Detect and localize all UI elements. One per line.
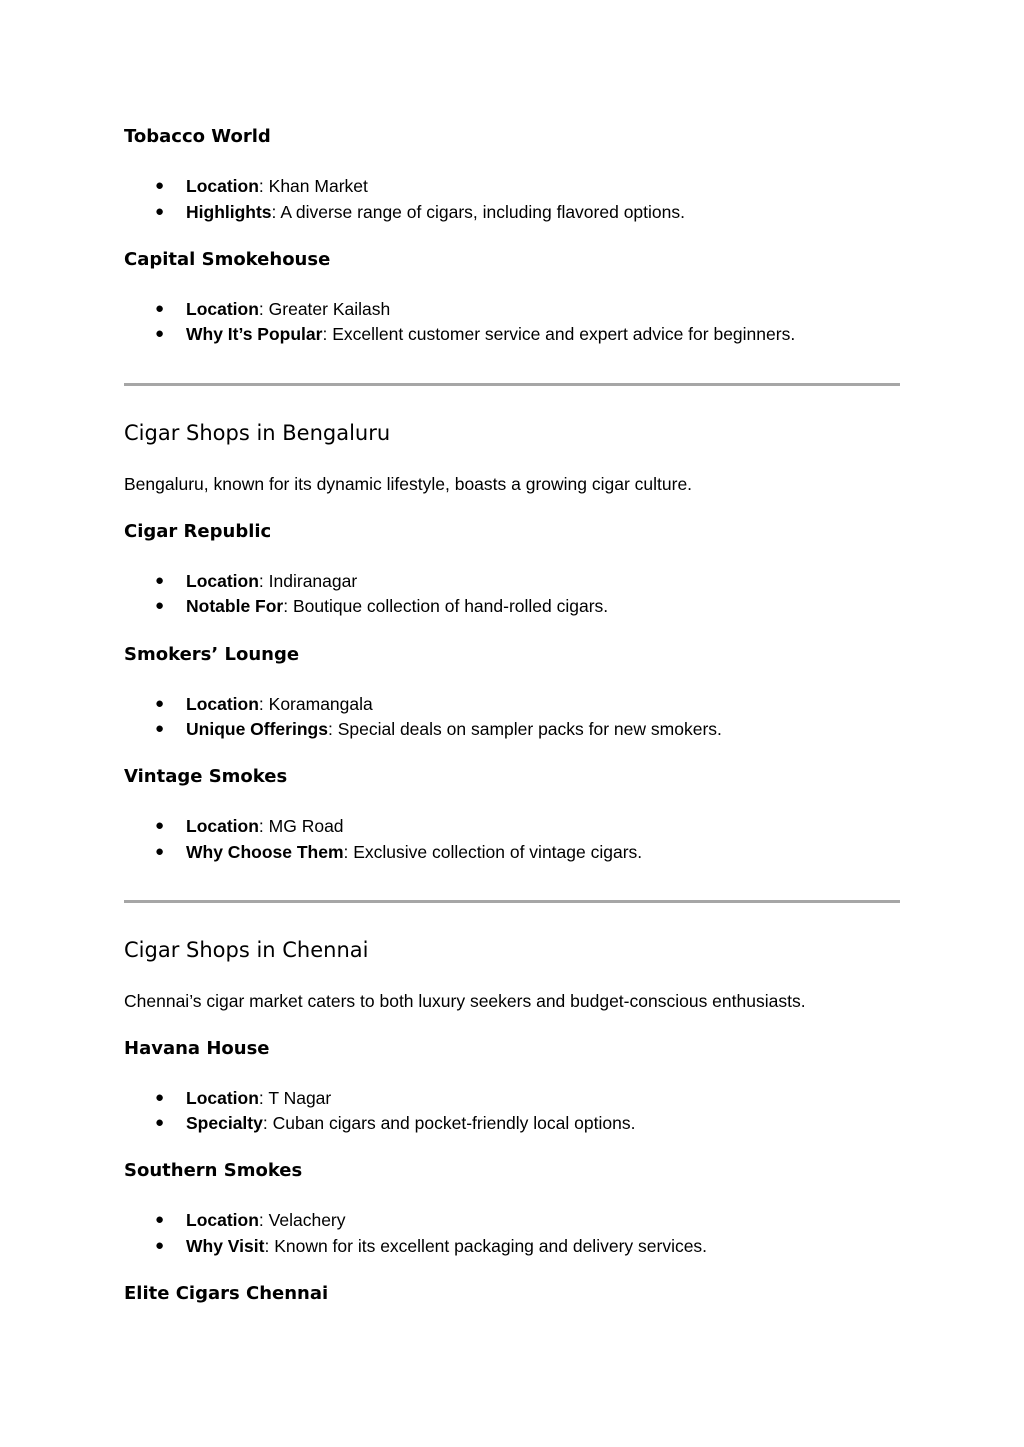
bullet-icon: ● <box>155 817 165 834</box>
bullet-icon: ● <box>155 572 165 589</box>
shop-title-vintage-smokes: Vintage Smokes <box>124 766 288 787</box>
item-text: Velachery <box>268 1210 346 1230</box>
item-label: Specialty <box>186 1113 263 1133</box>
shop-title-elite-cigars-chennai: Elite Cigars Chennai <box>124 1283 329 1304</box>
section-intro-chennai: Chennai’s cigar market caters to both luxury seekers and budget-conscious enthusiasts. <box>124 991 806 1011</box>
item-text: Known for its excellent packaging and delivery services. <box>274 1236 708 1256</box>
item-label: Location <box>186 816 259 836</box>
item-text: Special deals on sampler packs for new smokers. <box>337 719 722 739</box>
item-label: Location <box>186 694 259 714</box>
horizontal-divider <box>124 383 900 386</box>
shop-title-tobacco-world: Tobacco World <box>124 126 271 147</box>
item-text: Exclusive collection of vintage cigars. <box>353 842 643 862</box>
bullet-icon: ● <box>155 1114 165 1131</box>
bullet-icon: ● <box>155 1211 165 1228</box>
item-label: Notable For <box>186 596 284 616</box>
item-text: Boutique collection of hand-rolled cigars. <box>292 596 609 616</box>
bullet-icon: ● <box>155 695 165 712</box>
shop-title-cigar-republic: Cigar Republic <box>124 521 272 542</box>
item-label: Highlights <box>186 202 272 222</box>
bullet-icon: ● <box>155 177 165 194</box>
shop-title-havana-house: Havana House <box>124 1038 270 1059</box>
item-text: Excellent customer service and expert advice for beginners. <box>332 324 796 344</box>
bullet-icon: ● <box>155 325 165 342</box>
bullet-icon: ● <box>155 597 165 614</box>
section-heading-bengaluru: Cigar Shops in Bengaluru <box>124 421 391 445</box>
bullet-icon: ● <box>155 843 165 860</box>
item-label: Location <box>186 1088 259 1108</box>
item-text: Khan Market <box>268 176 368 196</box>
bullet-icon: ● <box>155 1089 165 1106</box>
item-label: Location <box>186 1210 259 1230</box>
item-text: Greater Kailash <box>268 299 391 319</box>
item-text: T Nagar <box>268 1088 332 1108</box>
bullet-icon: ● <box>155 1237 165 1254</box>
bullet-icon: ● <box>155 203 165 220</box>
item-text: A diverse range of cigars, including flavored options. <box>280 202 685 222</box>
section-intro-bengaluru: Bengaluru, known for its dynamic lifestyle, boasts a growing cigar culture. <box>124 474 693 494</box>
item-label: Location <box>186 571 259 591</box>
item-text: Cuban cigars and pocket-friendly local options. <box>272 1113 636 1133</box>
item-text: Indiranagar <box>268 571 358 591</box>
item-label: Location <box>186 176 259 196</box>
horizontal-divider <box>124 900 900 903</box>
item-label: Why Choose Them <box>186 842 344 862</box>
section-heading-chennai: Cigar Shops in Chennai <box>124 938 369 962</box>
item-text: MG Road <box>268 816 344 836</box>
shop-title-southern-smokes: Southern Smokes <box>124 1160 303 1181</box>
document-page: Tobacco World ● Location: Khan Market ● Highlights: A diverse range of cigars, including flavored options. Capital Smokehouse ● Location: Greater Kailash ● Why It’s Popular: Excellent customer service and expert advice for beginners. Cigar Shops in Bengaluru Bengaluru, known for its dynamic lifestyle, boasts a growing cigar culture. Cigar Republic ● Location: Indiranagar ● Notable For: Boutique collection of hand-rolled cigars. Smokers’ Lounge ● Location: Koramangala ● Unique Offerings: Special deals on sampler packs for new smokers. Vintage Smokes ● Location: MG Road ● Why Choose Them: Exclusive collection of vintage cigars. Cigar Shops in Chennai Chennai’s cigar market caters to both luxury seekers and budget-conscious enthusiasts. Havana House ● Location: T Nagar ● Specialty: Cuban cigars and pocket-friendly local options. Southern Smokes ● Location: Velachery ● Why Visit: Known for its excellent packaging and delivery services. Elite Cigars Chennai <box>0 0 1024 1447</box>
item-label: Why It’s Popular <box>186 324 323 344</box>
shop-title-smokers-lounge: Smokers’ Lounge <box>124 644 300 665</box>
item-label: Unique Offerings <box>186 719 328 739</box>
item-label: Why Visit <box>186 1236 265 1256</box>
item-label: Location <box>186 299 259 319</box>
shop-title-capital-smokehouse: Capital Smokehouse <box>124 249 331 270</box>
bullet-icon: ● <box>155 720 165 737</box>
item-text: Koramangala <box>268 694 373 714</box>
bullet-icon: ● <box>155 300 165 317</box>
